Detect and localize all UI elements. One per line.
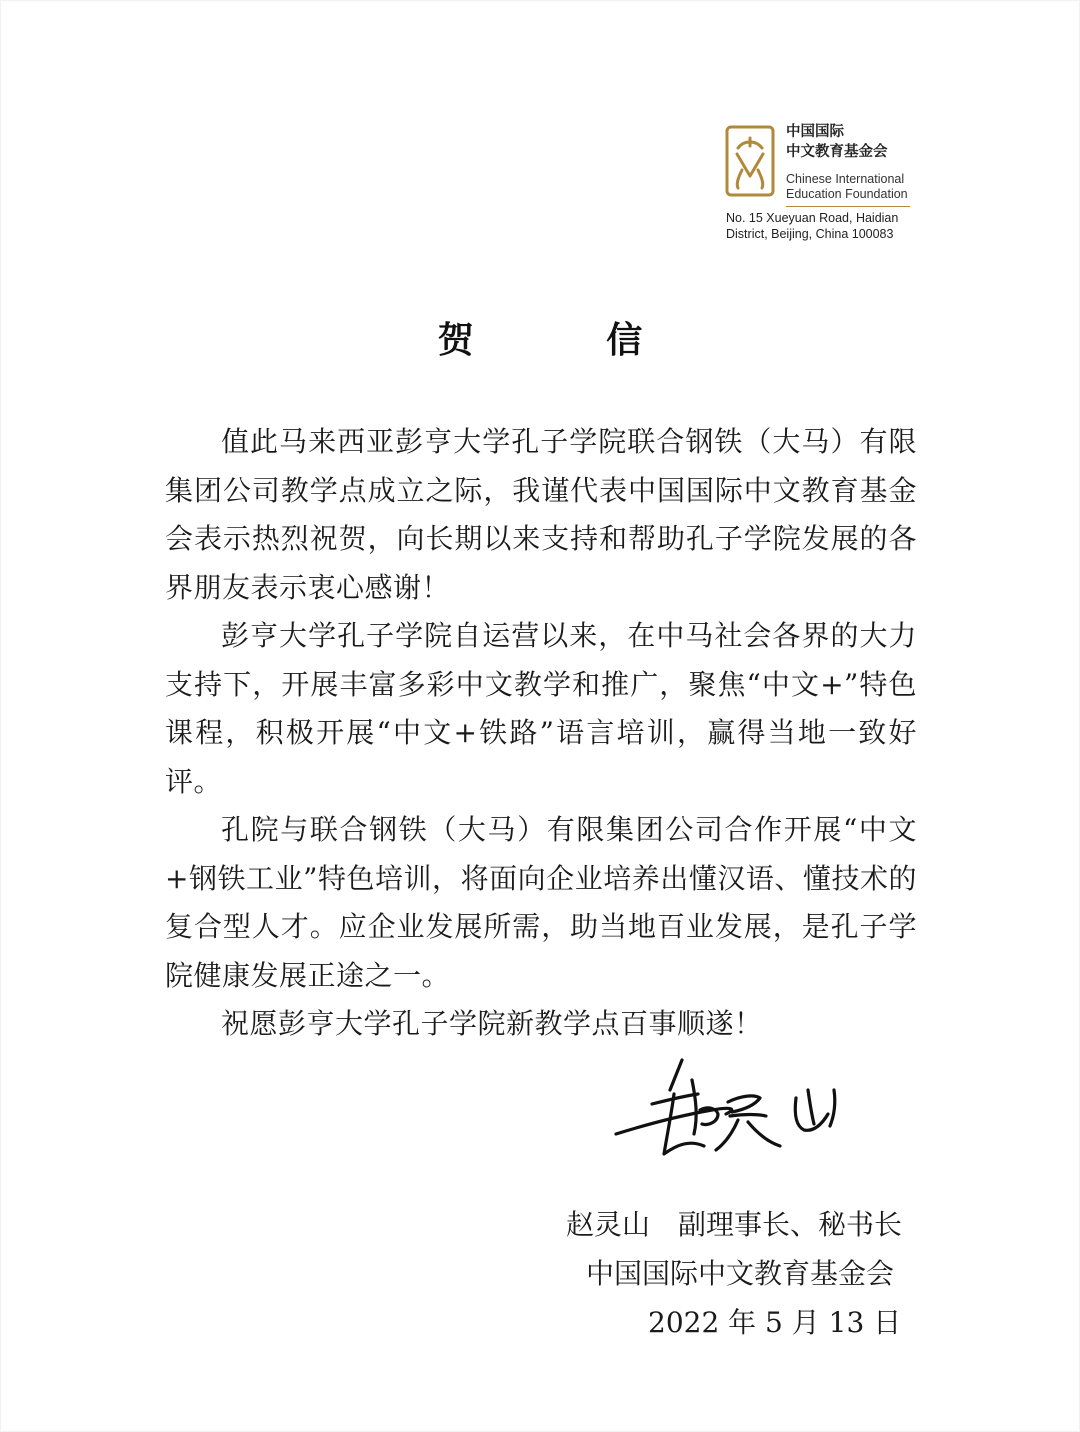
- closing-block: [560, 1200, 980, 1347]
- signer-line: 赵灵山 副理事长、秘书长: [566, 1208, 903, 1241]
- org-name-cn-line1: 中国国际: [786, 124, 844, 140]
- letterhead-divider: [786, 206, 910, 207]
- org-address: [726, 210, 926, 242]
- body-paragraph: 值此马来西亚彭亨大学孔子学院联合钢铁（大马）有限集团公司教学点成立之际，我谨代表中国国际中文教育基金会表示热烈祝贺，向长期以来支持和帮助孔子学院发展的各界朋友表示衷心感谢！: [165, 425, 917, 604]
- letter-body: [165, 418, 917, 1049]
- foundation-seal-logo-icon: [724, 124, 776, 198]
- letterhead: [724, 120, 924, 250]
- org-name-en-line1: Chinese International: [786, 172, 905, 186]
- org-name-en-line2: Education Foundation: [786, 187, 908, 201]
- address-line1: No. 15 Xueyuan Road, Haidian: [726, 211, 899, 225]
- org-name-cn: [786, 122, 926, 162]
- body-paragraph: 彭亨大学孔子学院自运营以来，在中马社会各界的大力支持下，开展丰富多彩中文教学和推广，聚焦“中文+”特色课程，积极开展“中文+铁路”语言培训，赢得当地一致好评。: [165, 619, 917, 798]
- address-line2: District, Beijing, China 100083: [726, 227, 894, 241]
- body-paragraph: 孔院与联合钢铁（大马）有限集团公司合作开展“中文+钢铁工业”特色培训，将面向企业培养出懂汉语、懂技术的复合型人才。应企业发展所需，助当地百业发展，是孔子学院健康发展正途之一。: [165, 813, 917, 992]
- letter-title: 贺 信: [437, 320, 703, 361]
- org-name-cn-line2: 中文教育基金会: [786, 144, 888, 160]
- body-paragraph: 祝愿彭亨大学孔子学院新教学点百事顺遂！: [221, 1007, 763, 1040]
- letter-date: 2022 年 5 月 13 日: [648, 1306, 902, 1339]
- org-name-en: [786, 172, 926, 202]
- signer-organization: 中国国际中文教育基金会: [586, 1257, 895, 1290]
- handwritten-signature: [608, 1050, 858, 1180]
